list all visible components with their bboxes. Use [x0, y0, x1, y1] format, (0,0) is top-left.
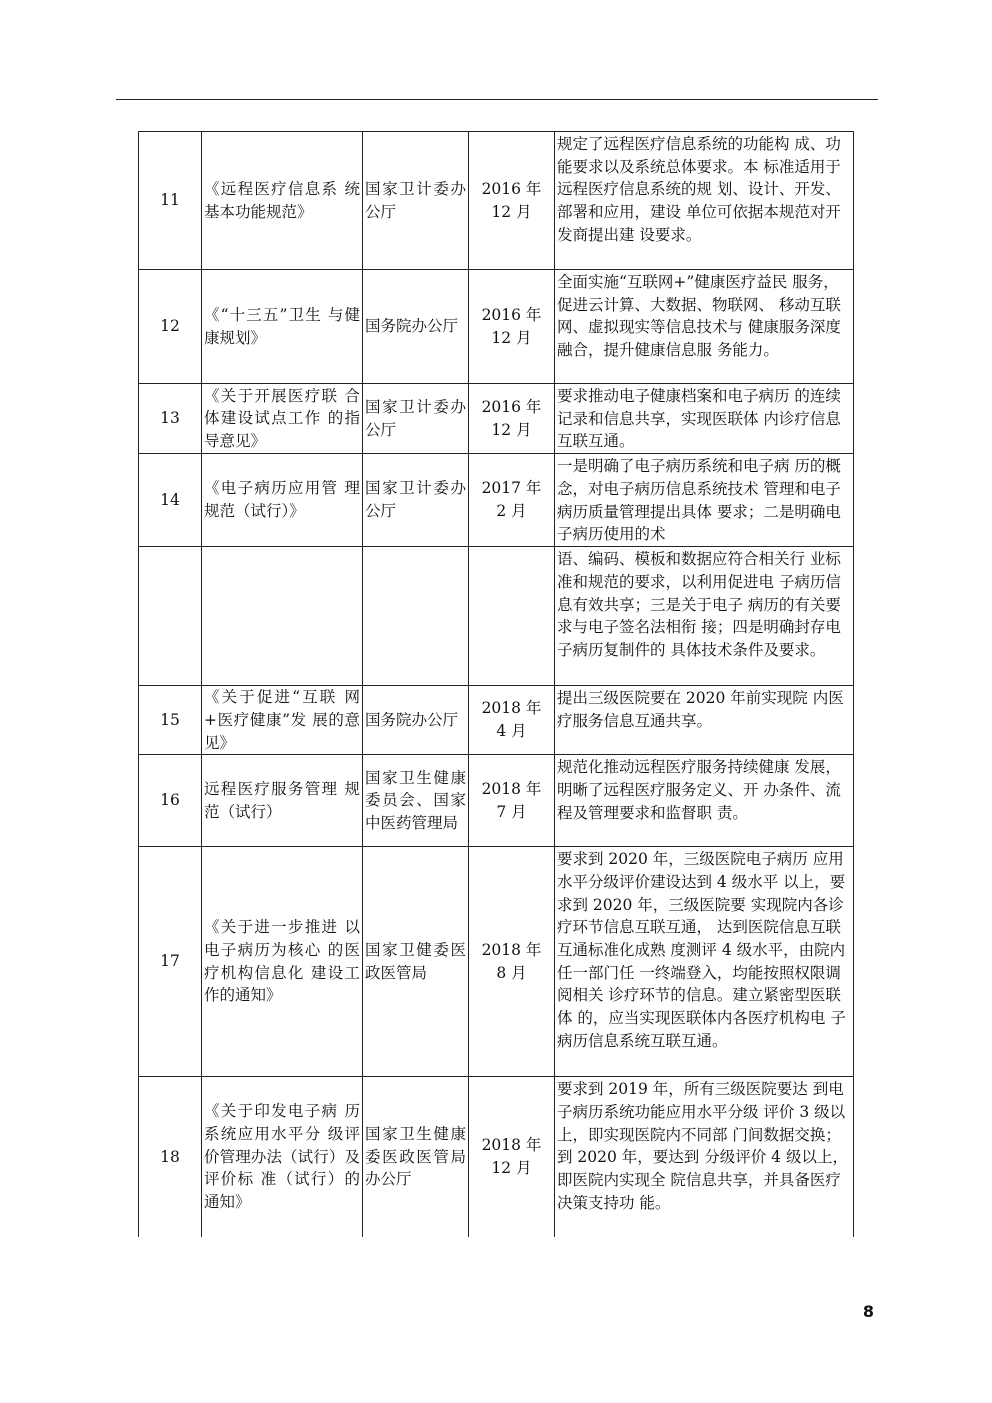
issue-month: 12 月 [491, 420, 532, 439]
table-row [139, 847, 854, 1077]
policy-name: 《关于进一步推进 以电子病历为核心 的医疗机构信息化 建设工作的通知》 [202, 847, 363, 1077]
issue-month: 2 月 [496, 502, 527, 521]
issue-year: 2017 年 [481, 479, 542, 498]
issue-date [469, 1077, 555, 1237]
policy-table [138, 131, 854, 1237]
policy-description: 要求推动电子健康档案和电子病历 的连续记录和信息共享，实现医联体 内诊疗信息互联互通。 [555, 384, 854, 454]
row-number: 18 [139, 1077, 202, 1237]
issue-date [469, 132, 555, 270]
policy-description: 一是明确了电子病历系统和电子病 历的概念，对电子病历信息系统技术 管理和电子病历质量管理提出具体 要求；二是明确电子病历使用的术 [555, 454, 854, 547]
issue-date [469, 547, 555, 686]
table-row [139, 270, 854, 384]
issue-month: 12 月 [491, 202, 532, 221]
row-number: 17 [139, 847, 202, 1077]
row-number: 15 [139, 686, 202, 755]
row-number: 11 [139, 132, 202, 270]
issue-year: 2018 年 [481, 699, 542, 718]
issue-month: 12 月 [491, 1158, 532, 1177]
row-number: 12 [139, 270, 202, 384]
policy-name: 《关于印发电子病 历系统应用水平分 级评价管理办法（试行）及评价标 准（试行）的通知》 [202, 1077, 363, 1237]
issue-date [469, 454, 555, 547]
issuing-department: 国家卫计委办公厅 [363, 454, 469, 547]
policy-name: 《远程医疗信息系 统基本功能规范》 [202, 132, 363, 270]
issue-date [469, 755, 555, 847]
issue-year: 2016 年 [481, 179, 542, 198]
issuing-department: 国家卫计委办公厅 [363, 384, 469, 454]
issuing-department: 国家卫生健康委员会、国家中医药管理局 [363, 755, 469, 847]
issuing-department: 国务院办公厅 [363, 270, 469, 384]
issue-month: 8 月 [496, 963, 527, 982]
policy-description: 要求到 2020 年，三级医院电子病历 应用水平分级评价建设达到 4 级水平 以上，要求到 2020 年，三级医院要 实现院内各诊疗环节信息互联互通， 达到医院信息互联互通标准化成熟 度测评 4 级水平，由院内任一部门任 一终端登入，均能按照权限调阅相关 诊疗环节的信息。建立紧密型医联体 的，应当实现医联体内各医疗机构电 子病历信息系统互联互通。 [555, 847, 854, 1077]
policy-description: 语、编码、模板和数据应符合相关行 业标准和规范的要求，以利用促进电 子病历信息有效共享；三是关于电子 病历的有关要求与电子签名法相衔 接；四是明确封存电子病历复制件的 具体技术条件及要求。 [555, 547, 854, 686]
page-number: 8 [862, 1302, 874, 1321]
policy-description: 规定了远程医疗信息系统的功能构 成、功能要求以及系统总体要求。本 标准适用于远程医疗信息系统的规 划、设计、开发、部署和应用，建设 单位可依据本规范对开发商提出建 设要求。 [555, 132, 854, 270]
issue-year: 2018 年 [481, 941, 542, 960]
row-number: 16 [139, 755, 202, 847]
table-row-continued [139, 547, 854, 686]
issuing-department: 国家卫计委办公厅 [363, 132, 469, 270]
row-number: 13 [139, 384, 202, 454]
issue-month: 7 月 [496, 802, 527, 821]
policy-description: 全面实施“互联网+”健康医疗益民 服务，促进云计算、大数据、物联网、 移动互联网、虚拟现实等信息技术与 健康服务深度融合，提升健康信息服 务能力。 [555, 270, 854, 384]
policy-name [202, 547, 363, 686]
policy-name: 《电子病历应用管 理规范（试行）》 [202, 454, 363, 547]
table-row [139, 384, 854, 454]
table-row [139, 132, 854, 270]
table-row [139, 1077, 854, 1237]
issuing-department: 国家卫生健康委医政医管局办公厅 [363, 1077, 469, 1237]
table-row [139, 454, 854, 547]
policy-name: 《关于促进“互联 网+医疗健康”发 展的意见》 [202, 686, 363, 755]
issue-year: 2016 年 [481, 305, 542, 324]
issue-month: 4 月 [496, 722, 527, 741]
issuing-department: 国家卫健委医政医管局 [363, 847, 469, 1077]
issuing-department [363, 547, 469, 686]
row-number [139, 547, 202, 686]
row-number: 14 [139, 454, 202, 547]
issue-year: 2018 年 [481, 1136, 542, 1155]
issue-year: 2016 年 [481, 397, 542, 416]
issue-month: 12 月 [491, 328, 532, 347]
issuing-department: 国务院办公厅 [363, 686, 469, 755]
issue-date [469, 384, 555, 454]
policy-description: 规范化推动远程医疗服务持续健康 发展，明晰了远程医疗服务定义、开 办条件、流程及管理要求和监督职 责。 [555, 755, 854, 847]
issue-year: 2018 年 [481, 780, 542, 799]
issue-date [469, 847, 555, 1077]
header-rule [116, 99, 878, 100]
issue-date [469, 686, 555, 755]
policy-name: 远程医疗服务管理 规范（试行） [202, 755, 363, 847]
issue-date [469, 270, 555, 384]
table-row [139, 755, 854, 847]
policy-description: 提出三级医院要在 2020 年前实现院 内医疗服务信息互通共享。 [555, 686, 854, 755]
policy-description: 要求到 2019 年，所有三级医院要达 到电子病历系统功能应用水平分级 评价 3 级以上，即实现医院内不同部 门间数据交换；到 2020 年，要达到 分级评价 4 级以上，即医院内实现全 院信息共享，并具备医疗决策支持功 能。 [555, 1077, 854, 1237]
policy-name: 《“十三五”卫生 与健康规划》 [202, 270, 363, 384]
policy-name: 《关于开展医疗联 合体建设试点工作 的指导意见》 [202, 384, 363, 454]
table-row [139, 686, 854, 755]
